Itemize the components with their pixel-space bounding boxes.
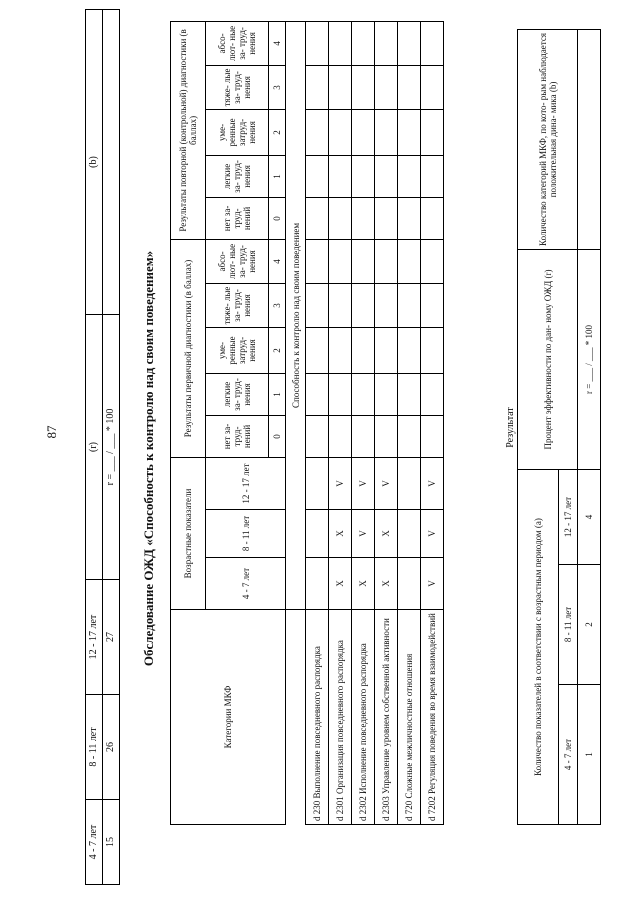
row-age-4-7 bbox=[398, 558, 421, 610]
primary-score-number-3: 3 bbox=[269, 283, 286, 327]
result-dynamics-value bbox=[578, 30, 601, 250]
top-header-age-12-17: 12 - 17 лет bbox=[86, 580, 103, 695]
row-age-12-17 bbox=[398, 457, 421, 509]
row-age-8-11: V bbox=[421, 510, 444, 558]
repeat-score-header-1: легкие за- труд- нения bbox=[206, 155, 269, 197]
row-age-8-11: X bbox=[375, 510, 398, 558]
result-table bbox=[517, 29, 601, 825]
header-age-4-7: 4 - 7 лет bbox=[206, 558, 286, 610]
row-category: d 720 Сложные межличностные отношения bbox=[398, 610, 421, 825]
top-summary-table bbox=[85, 9, 120, 885]
row-age-8-11 bbox=[398, 510, 421, 558]
row-category: d 2303 Управление уровнем собственной активности bbox=[375, 610, 398, 825]
repeat-score-header-3: тяже- лые за- труд- нения bbox=[206, 65, 269, 109]
row-age-12-17 bbox=[306, 457, 329, 509]
result-age-header-12-17: 12 - 17 лет bbox=[559, 470, 578, 565]
row-age-4-7: X bbox=[375, 558, 398, 610]
row-category: d 2302 Исполнение повседневного распорядка bbox=[352, 610, 375, 825]
result-heading: Результат bbox=[505, 407, 516, 448]
result-age-value-4-7: 1 bbox=[578, 685, 601, 825]
top-value-age-4-7: 15 bbox=[103, 800, 120, 885]
header-category: Категории МКФ bbox=[171, 610, 286, 825]
primary-score-number-1: 1 bbox=[269, 373, 286, 415]
rotated-page-content bbox=[85, 25, 615, 885]
repeat-score-number-4: 4 bbox=[269, 21, 286, 65]
top-value-age-12-17: 27 bbox=[103, 580, 120, 695]
result-age-header-8-11: 8 - 11 лет bbox=[559, 565, 578, 685]
result-age-value-12-17: 4 bbox=[578, 470, 601, 565]
repeat-score-number-2: 2 bbox=[269, 109, 286, 155]
primary-score-header-2: уме- ренные затруд- нения bbox=[206, 327, 269, 373]
result-count-header: Количество показателей в соответствии с возрастным периодом (a) bbox=[518, 470, 559, 825]
page-number: 87 bbox=[44, 425, 59, 439]
top-header-age-4-7: 4 - 7 лет bbox=[86, 800, 103, 885]
top-header-age-8-11: 8 - 11 лет bbox=[86, 695, 103, 800]
header-age-indicators: Возрастные показатели bbox=[171, 457, 206, 609]
repeat-score-number-0: 0 bbox=[269, 197, 286, 239]
section-label: Способность к контролю над своим поведением bbox=[286, 21, 306, 609]
primary-score-header-1: легкие за- труд- нения bbox=[206, 373, 269, 415]
row-age-12-17: V bbox=[375, 457, 398, 509]
header-primary-diagnostics: Результаты первичной диагностики (в баллах) bbox=[171, 239, 206, 457]
top-header-b: (b) bbox=[86, 10, 103, 315]
primary-score-number-4: 4 bbox=[269, 239, 286, 283]
page-title: Обследование ОЖД «Способность к контролю над своим поведением» bbox=[141, 250, 156, 667]
assessment-table bbox=[170, 21, 444, 825]
table-row bbox=[329, 21, 352, 824]
primary-score-header-0: нет за- труд- нений bbox=[206, 415, 269, 457]
table-row bbox=[306, 21, 329, 824]
table-row bbox=[375, 21, 398, 824]
primary-score-number-2: 2 bbox=[269, 327, 286, 373]
top-value-age-8-11: 26 bbox=[103, 695, 120, 800]
row-age-8-11: X bbox=[329, 510, 352, 558]
primary-score-number-0: 0 bbox=[269, 415, 286, 457]
repeat-score-number-3: 3 bbox=[269, 65, 286, 109]
row-age-4-7: X bbox=[352, 558, 375, 610]
result-efficiency-header: Процент эффективности по дан- ному ОЖД (r) bbox=[518, 250, 578, 470]
primary-score-header-3: тяже- лые за- труд- нения bbox=[206, 283, 269, 327]
repeat-score-header-2: уме- ренные затруд- нения bbox=[206, 109, 269, 155]
result-age-value-8-11: 2 bbox=[578, 565, 601, 685]
repeat-score-header-0: нет за- труд- нений bbox=[206, 197, 269, 239]
header-repeat-diagnostics: Результаты повторной (контрольной) диагностики (в баллах) bbox=[171, 21, 206, 239]
row-age-4-7: X bbox=[329, 558, 352, 610]
result-dynamics-header: Количество категорий МКФ, по кото- рым наблюдается положительная дина- мика (b) bbox=[518, 30, 578, 250]
row-age-12-17: V bbox=[329, 457, 352, 509]
table-row bbox=[352, 21, 375, 824]
section-blank-cell bbox=[286, 610, 306, 825]
result-efficiency-formula: r = ___ / ___ * 100 bbox=[578, 250, 601, 470]
header-age-8-11: 8 - 11 лет bbox=[206, 510, 286, 558]
result-age-header-4-7: 4 - 7 лет bbox=[559, 685, 578, 825]
row-category: d 7202 Регуляция поведения во время взаимодействий bbox=[421, 610, 444, 825]
row-age-12-17: V bbox=[352, 457, 375, 509]
top-header-r: (r) bbox=[86, 315, 103, 580]
table-row bbox=[421, 21, 444, 824]
table-row bbox=[398, 21, 421, 824]
repeat-score-number-1: 1 bbox=[269, 155, 286, 197]
row-category: d 2301 Организация повседневного распорядка bbox=[329, 610, 352, 825]
primary-score-header-4: абсо- лют- ные за- труд- нения bbox=[206, 239, 269, 283]
header-age-12-17: 12 - 17 лет bbox=[206, 457, 286, 509]
top-value-b bbox=[103, 10, 120, 315]
row-age-8-11 bbox=[306, 510, 329, 558]
row-age-4-7: V bbox=[421, 558, 444, 610]
row-age-8-11: V bbox=[352, 510, 375, 558]
row-age-4-7 bbox=[306, 558, 329, 610]
repeat-score-header-4: абсо- лют- ные за- труд- нения bbox=[206, 21, 269, 65]
row-category: d 230 Выполнение повседневного распорядка bbox=[306, 610, 329, 825]
top-value-r-formula: r = ___ / ___ * 100 bbox=[103, 315, 120, 580]
row-age-12-17: V bbox=[421, 457, 444, 509]
